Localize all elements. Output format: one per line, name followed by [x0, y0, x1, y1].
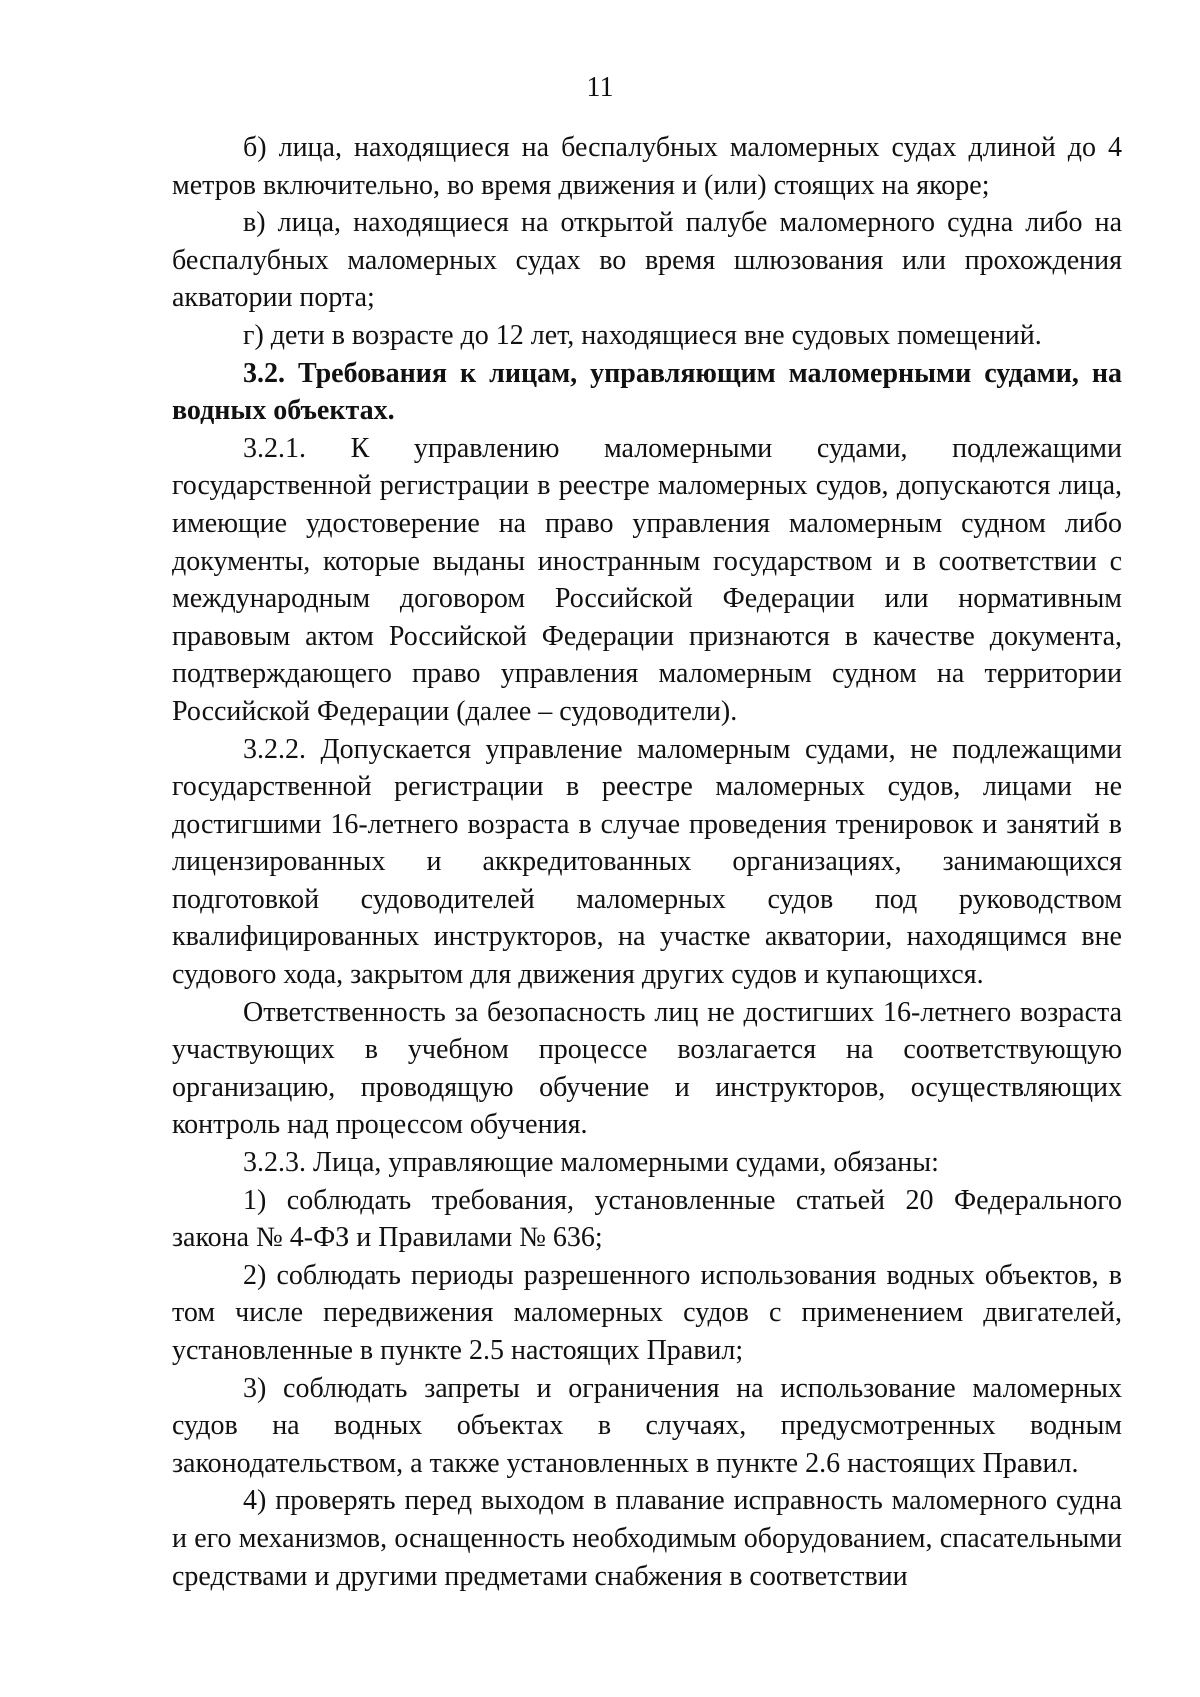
list-item-3: 3) соблюдать запреты и ограничения на использование маломерных судов на водных объектах в случаях, предусмотренных водным законодательством, а также установленных в пункте 2.6 настоящих Правил. [172, 1372, 1122, 1479]
paragraph-responsibility: Ответственность за безопасность лиц не достигших 16-летнего возраста участвующих в учебном процессе возлагается на соответствующую организацию, проводящую обучение и инструкторов, осуществляющих контроль над процессом обучения. [172, 996, 1122, 1141]
body-text [172, 129, 1122, 1595]
paragraph-b-persons-on-deckless-boats: б) лица, находящиеся на беспалубных маломерных судах длиной до 4 метров включительно, во время движения и (или) стоящих на якоре; [172, 132, 1122, 201]
list-item-2: 2) соблюдать периоды разрешенного использования водных объектов, в том числе передвижения маломерных судов с применением двигателей, установленные в пункте 2.5 настоящих Правил; [172, 1259, 1122, 1366]
list-item-1: 1) соблюдать требования, установленные статьей 20 Федерального закона № 4-ФЗ и Правилами № 636; [172, 1184, 1122, 1254]
paragraph-3-2-1: 3.2.1. К управлению маломерными судами, подлежащими государственной регистрации в реестре маломерных судов, допускаются лица, имеющие удостоверение на право управления маломерным судном либо документы, которые выданы иностранным государством и в соответствии с международным договором Российской Федерации или нормативным правовым актом Российской Федерации признаются в качестве документа, подтверждающего право управления маломерным судном на территории Российской Федерации (далее – судоводители). [172, 432, 1122, 727]
section-heading-3-2: 3.2. Требования к лицам, управляющим маломерными судами, на водных объектах. [172, 357, 1122, 427]
paragraph-g-children-under-12: г) дети в возрасте до 12 лет, находящиеся вне судовых помещений. [243, 319, 1042, 351]
paragraph-3-2-2: 3.2.2. Допускается управление маломерным судами, не подлежащими государственной регистрации в реестре маломерных судов, лицами не достигшими 16-летнего возраста в случае проведения тренировок и занятий в лицензированных и аккредитованных организациях, занимающихся подготовкой судоводителей маломерных судов под руководством квалифицированных инструкторов, на участке акватории, находящимся вне судового хода, закрытом для движения других судов и купающихся. [172, 733, 1122, 991]
list-item-4: 4) проверять перед выходом в плавание исправность маломерного судна и его механизмов, оснащенность необходимым оборудованием, спасательными средствами и другими предметами снабжения в соответствии [172, 1485, 1122, 1592]
page-number: 11 [586, 72, 614, 103]
paragraph-3-2-3: 3.2.3. Лица, управляющие маломерными судами, обязаны: [243, 1147, 939, 1179]
paragraph-v-persons-on-open-deck: в) лица, находящиеся на открытой палубе маломерного судна либо на беспалубных маломерных судах во время шлюзования или прохождения акватории порта; [172, 207, 1122, 314]
